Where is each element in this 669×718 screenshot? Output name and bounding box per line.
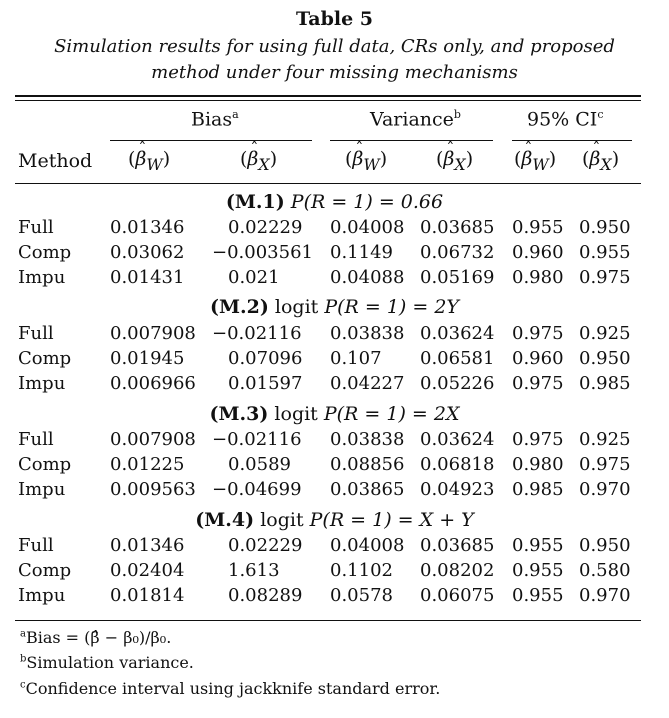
header-ci-w: (ˆ $\beta_W$) [514, 148, 556, 174]
cell-method: Full [18, 535, 54, 556]
cell-bias-w: 0.01225 [110, 454, 185, 475]
cell-ci-x: 0.925 [579, 429, 631, 450]
cell-ci-w: 0.975 [512, 429, 564, 450]
cell-var-x: 0.06581 [420, 348, 495, 369]
cell-ci-x: 0.950 [579, 535, 631, 556]
cell-bias-w: 0.01814 [110, 585, 185, 606]
cell-bias-x: 0.08289 [228, 585, 303, 606]
cell-var-w: 0.03838 [330, 429, 405, 450]
cell-bias-x: 0.021 [228, 267, 280, 288]
cell-method: Comp [18, 348, 72, 369]
cell-var-w: 0.04088 [330, 267, 405, 288]
cell-var-x: 0.03685 [420, 535, 495, 556]
cell-ci-x: 0.580 [579, 560, 631, 581]
section-m3-heading: (M.3) logit P(R = 1) = 2X [209, 403, 460, 425]
cell-var-x: 0.04923 [420, 479, 495, 500]
cell-method: Impu [18, 479, 66, 500]
cell-ci-w: 0.980 [512, 267, 564, 288]
cell-var-x: 0.03685 [420, 217, 495, 238]
cell-var-w: 0.1102 [330, 560, 393, 581]
cell-method: Impu [18, 267, 66, 288]
cell-var-w: 0.04227 [330, 373, 405, 394]
cell-bias-w: 0.007908 [110, 323, 196, 344]
cell-var-w: 0.1149 [330, 242, 393, 263]
cell-bias-x: 0.01597 [228, 373, 303, 394]
cell-bias-x: −0.04699 [212, 479, 302, 500]
header-var-x: (ˆ $\beta_X$) [436, 148, 473, 174]
top-rule-thick [15, 95, 641, 97]
header-ci: 95% $CI^c$ [527, 108, 604, 131]
cell-ci-x: 0.975 [579, 267, 631, 288]
cell-ci-w: 0.955 [512, 585, 564, 606]
header-ci-x: (ˆ $\beta_X$) [582, 148, 619, 174]
header-bias-w: (ˆ $\beta_W$) [128, 148, 170, 174]
caption-line-2: method under four missing mechanisms [151, 62, 518, 83]
cell-ci-w: 0.955 [512, 217, 564, 238]
cell-var-w: 0.03838 [330, 323, 405, 344]
cell-var-x: 0.05169 [420, 267, 495, 288]
header-bias: Bias$^a$ [191, 108, 239, 131]
cell-var-w: 0.107 [330, 348, 382, 369]
cell-ci-x: 0.925 [579, 323, 631, 344]
cell-bias-w: 0.01431 [110, 267, 185, 288]
cell-var-x: 0.03624 [420, 429, 495, 450]
cell-method: Full [18, 217, 54, 238]
section-m1-heading: (M.1) P(R = 1) = 0.66 [225, 191, 444, 213]
cell-bias-w: 0.006966 [110, 373, 196, 394]
footnote-c: $^c$Confidence interval using jackknife standard error. [20, 679, 441, 698]
cell-ci-x: 0.985 [579, 373, 631, 394]
cell-bias-x: 0.07096 [228, 348, 303, 369]
cell-bias-w: 0.007908 [110, 429, 196, 450]
header-variance: Variance$^b$ [370, 108, 461, 131]
cell-method: Comp [18, 242, 72, 263]
table-title: Table 5 [295, 8, 374, 30]
cell-ci-w: 0.955 [512, 535, 564, 556]
cell-method: Full [18, 323, 54, 344]
cell-bias-x: 0.0589 [228, 454, 291, 475]
cell-bias-w: 0.02404 [110, 560, 185, 581]
cell-ci-w: 0.975 [512, 373, 564, 394]
cell-ci-w: 0.960 [512, 348, 564, 369]
cell-var-w: 0.03865 [330, 479, 405, 500]
cell-bias-w: 0.03062 [110, 242, 185, 263]
cell-method: Comp [18, 560, 72, 581]
caption-line-1: Simulation results for using full data, CRs only, and proposed [54, 36, 615, 57]
top-rule-thin [15, 100, 641, 101]
cell-bias-x: 0.02229 [228, 217, 303, 238]
cell-ci-w: 0.980 [512, 454, 564, 475]
cell-var-x: 0.08202 [420, 560, 495, 581]
cell-var-w: 0.04008 [330, 217, 405, 238]
cell-var-x: 0.05226 [420, 373, 495, 394]
cell-bias-w: 0.009563 [110, 479, 196, 500]
cell-var-x: 0.06075 [420, 585, 495, 606]
header-rule [15, 183, 641, 184]
cell-var-x: 0.06818 [420, 454, 495, 475]
cell-bias-x: 0.02229 [228, 535, 303, 556]
cell-ci-w: 0.960 [512, 242, 564, 263]
cell-var-x: 0.03624 [420, 323, 495, 344]
table-caption [14, 34, 655, 86]
cell-bias-x: 1.613 [228, 560, 280, 581]
cell-var-w: 0.04008 [330, 535, 405, 556]
header-var-w: (ˆ $\beta_W$) [345, 148, 387, 174]
cell-ci-x: 0.950 [579, 348, 631, 369]
cell-bias-x: −0.003561 [212, 242, 313, 263]
cell-ci-x: 0.970 [579, 479, 631, 500]
cell-bias-x: −0.02116 [212, 429, 302, 450]
cell-var-x: 0.06732 [420, 242, 495, 263]
footnote-b: $^b$Simulation variance. [20, 653, 194, 672]
header-bias-x: (ˆ $\beta_X$) [240, 148, 277, 174]
cell-ci-x: 0.955 [579, 242, 631, 263]
cell-ci-w: 0.985 [512, 479, 564, 500]
cell-method: Full [18, 429, 54, 450]
cell-bias-w: 0.01346 [110, 217, 185, 238]
cell-bias-w: 0.01346 [110, 535, 185, 556]
cell-ci-w: 0.955 [512, 560, 564, 581]
cell-method: Comp [18, 454, 72, 475]
cell-method: Impu [18, 373, 66, 394]
header-method: Method [18, 150, 93, 172]
cell-ci-w: 0.975 [512, 323, 564, 344]
cell-ci-x: 0.950 [579, 217, 631, 238]
cell-var-w: 0.0578 [330, 585, 393, 606]
cell-ci-x: 0.975 [579, 454, 631, 475]
cell-bias-x: −0.02116 [212, 323, 302, 344]
cell-var-w: 0.08856 [330, 454, 405, 475]
section-m2-heading: (M.2) logit P(R = 1) = 2Y [210, 296, 459, 318]
bottom-rule [15, 620, 641, 621]
cell-bias-w: 0.01945 [110, 348, 185, 369]
cell-method: Impu [18, 585, 66, 606]
cell-ci-x: 0.970 [579, 585, 631, 606]
section-m4-heading: (M.4) logit P(R = 1) = X + Y [195, 509, 474, 531]
footnote-a: $^a$Bias = (β̂ − β₀)/β₀. [20, 628, 172, 647]
